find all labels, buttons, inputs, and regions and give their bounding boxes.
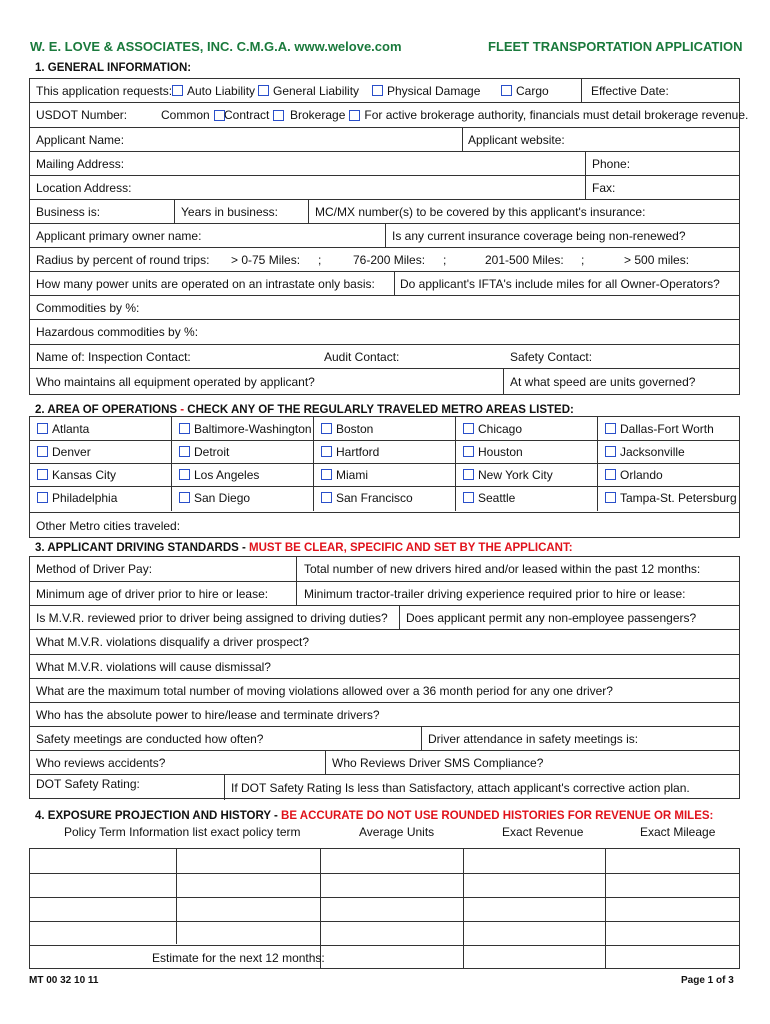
metro-checkbox[interactable] [605,492,616,503]
applicant-name-row [30,128,739,152]
business-is-field[interactable]: Business is: [36,204,101,219]
inspection-contact-field[interactable]: Name of: Inspection Contact: [36,349,191,364]
min-age-row [30,582,739,606]
metro-label: Seattle [478,490,516,505]
estimate-row [30,946,739,970]
auto-liability-label: Auto Liability [187,83,256,98]
ifta-field[interactable]: Do applicant's IFTA's include miles for all Owner-Operators? [400,276,720,291]
history-row[interactable] [30,849,739,874]
exposure-history-table [29,848,740,969]
metro-label: San Francisco [336,490,413,505]
method-of-pay-field[interactable]: Method of Driver Pay: [36,562,153,576]
metro-label: Miami [336,467,368,482]
radius-label: Radius by percent of round trips: [36,252,210,267]
speed-governed-field[interactable]: At what speed are units governed? [510,374,696,389]
new-drivers-field[interactable]: Total number of new drivers hired and/or leased within the past 12 months: [304,562,701,576]
metro-checkbox[interactable] [605,423,616,434]
safety-meetings-field[interactable]: Safety meetings are conducted how often? [36,731,264,746]
metro-option-atlanta[interactable] [37,417,89,440]
non-renewed-field[interactable]: Is any current insurance coverage being non-renewed? [392,228,686,243]
metro-option-philadelphia[interactable] [37,486,117,509]
general-information-table [29,78,749,395]
safety-contact-field[interactable]: Safety Contact: [510,349,593,364]
metro-checkbox[interactable] [179,469,190,480]
area-of-operations-table [29,416,740,538]
other-metro-field[interactable]: Other Metro cities traveled: [36,518,181,533]
metro-label: Chicago [478,421,523,436]
audit-contact-field[interactable]: Audit Contact: [324,349,400,364]
section-2-title-instruction: CHECK ANY OF THE REGULARLY TRAVELED METRO AREAS LISTED: [187,404,574,416]
metro-checkbox[interactable] [463,423,474,434]
dot-rating-row [30,775,739,800]
mcmx-field[interactable]: MC/MX number(s) to be covered by this applicant's insurance: [315,204,646,219]
metro-option-detroit[interactable] [179,440,229,463]
usdot-row [30,103,749,128]
section-1-title: 1. GENERAL INFORMATION: [35,62,192,74]
metro-option-new-york-city[interactable] [463,463,553,486]
location-row [30,176,739,200]
metro-option-kansas-city[interactable] [37,463,116,486]
mvr-disqualify-row [30,630,739,655]
contract-label: Contract [224,108,270,122]
section-3-title-instruction: MUST BE CLEAR, SPECIFIC AND SET BY THE APPLICANT: [249,542,573,554]
driving-standards-table [29,556,740,799]
metro-checkbox[interactable] [179,446,190,457]
hazardous-field[interactable]: Hazardous commodities by %: [36,325,199,339]
commodities-row [30,296,739,320]
auto-liability-checkbox[interactable] [172,85,183,96]
metro-checkbox[interactable] [321,423,332,434]
metro-label: Atlanta [52,421,90,436]
metro-checkbox[interactable] [179,492,190,503]
radius-row [30,248,739,272]
section-2-title [35,404,574,416]
metro-checkbox[interactable] [463,492,474,503]
col-policy-term-header: Policy Term Information list exact policy term [64,825,301,839]
driver-pay-row [30,557,739,582]
mvr-dismissal-row [30,655,739,679]
maintains-field[interactable]: Who maintains all equipment operated by applicant? [36,374,315,389]
requests-row [30,79,739,103]
maintains-row [30,369,739,394]
form-number: MT 00 32 10 11 [29,975,99,986]
form-title: FLEET TRANSPORTATION APPLICATION [488,39,743,54]
cargo-checkbox[interactable] [501,85,512,96]
metro-checkbox[interactable] [37,469,48,480]
radius-separator-1: ; [318,252,322,267]
dot-rating-field[interactable]: DOT Safety Rating: [36,777,140,791]
metro-option-seattle[interactable] [463,486,515,509]
metro-checkbox[interactable] [463,469,474,480]
fax-field[interactable]: Fax: [592,180,616,195]
metro-label: Orlando [620,467,663,482]
metro-label: Detroit [194,444,230,459]
general-liability-checkbox[interactable] [258,85,269,96]
metro-checkbox[interactable] [321,469,332,480]
metro-option-jacksonville[interactable] [605,440,685,463]
metro-option-orlando[interactable] [605,463,663,486]
section-2-title-dash: - [177,404,188,416]
metro-option-san-francisco[interactable] [321,486,413,509]
metro-label: Tampa-St. Petersburg [620,490,737,505]
metro-option-tampa-st-petersburg[interactable] [605,486,737,509]
radius-201-500-field[interactable]: 201-500 Miles: [485,252,564,267]
col-average-units-header: Average Units [359,825,435,839]
metro-option-hartford[interactable] [321,440,379,463]
history-row[interactable] [30,898,739,922]
physical-damage-checkbox[interactable] [372,85,383,96]
mvr-reviewed-row [30,606,739,630]
common-option[interactable] [161,103,229,127]
brokerage-checkbox[interactable] [349,110,360,121]
metro-option-boston[interactable] [321,417,373,440]
requests-label: This application requests: [36,83,173,98]
dot-rating-note: If DOT Safety Rating Is less than Satisfactory, attach applicant's corrective action plan. [231,780,690,795]
general-liability-label: General Liability [273,83,360,98]
section-2-title-main: 2. AREA OF OPERATIONS [35,404,178,416]
col-exact-revenue-header: Exact Revenue [502,825,584,839]
radius-500-plus-field[interactable]: > 500 miles: [624,252,690,267]
metro-option-dallas-fort-worth[interactable] [605,417,714,440]
max-violations-field[interactable]: What are the maximum total number of moving violations allowed over a 36 month period for any one driver? [36,683,613,698]
estimate-label: Estimate for the next 12 months: [152,951,325,965]
safety-meetings-row [30,727,739,751]
brokerage-option[interactable] [290,103,748,127]
max-violations-row [30,679,739,703]
absolute-power-row [30,703,739,727]
applicant-website-field[interactable]: Applicant website: [468,132,565,147]
physical-damage-option[interactable] [372,79,480,102]
company-name: W. E. LOVE & ASSOCIATES, INC. C.M.G.A. www.welove.com [30,39,402,54]
metro-option-chicago[interactable] [463,417,522,440]
owner-row [30,224,739,248]
metro-option-los-angeles[interactable] [179,463,259,486]
common-label: Common [161,108,210,122]
radius-76-200-field[interactable]: 76-200 Miles: [353,252,426,267]
applicant-name-field[interactable]: Applicant Name: [36,132,125,147]
contacts-row [30,345,739,369]
primary-owner-field[interactable]: Applicant primary owner name: [36,228,202,243]
mailing-row [30,152,739,176]
absolute-power-field[interactable]: Who has the absolute power to hire/lease and terminate drivers? [36,707,380,722]
metro-checkbox[interactable] [179,423,190,434]
metro-label: Denver [52,444,91,459]
section-3-title-main: 3. APPLICANT DRIVING STANDARDS - [35,542,250,554]
brokerage-label: Brokerage [290,108,346,122]
passengers-field[interactable]: Does applicant permit any non-employee passengers? [406,610,697,625]
metro-checkbox[interactable] [37,423,48,434]
metro-checkbox[interactable] [321,446,332,457]
metro-label: San Diego [194,490,251,505]
section-4-title [35,810,713,822]
metro-label: New York City [478,467,553,482]
min-age-field[interactable]: Minimum age of driver prior to hire or lease: [36,586,269,601]
metro-checkbox[interactable] [463,446,474,457]
metro-option-miami[interactable] [321,463,368,486]
auto-liability-option[interactable] [172,79,255,102]
business-row [30,200,739,224]
intrastate-field[interactable]: How many power units are operated on an intrastate only basis: [36,276,375,291]
contract-option[interactable] [224,103,288,127]
metro-option-baltimore-washington[interactable] [179,417,312,440]
col-exact-mileage-header: Exact Mileage [640,825,716,839]
metro-checkbox[interactable] [605,469,616,480]
contract-checkbox[interactable] [273,110,284,121]
brokerage-note: For active brokerage authority, financials must detail brokerage revenue. [364,108,749,122]
page-number: Page 1 of 3 [681,975,734,986]
sms-compliance-field[interactable]: Who Reviews Driver SMS Compliance? [332,755,544,770]
radius-separator-2: ; [443,252,447,267]
metro-checkbox[interactable] [37,446,48,457]
section-4-title-main: 4. EXPOSURE PROJECTION AND HISTORY - [35,810,282,822]
radius-0-75-field[interactable]: > 0-75 Miles: [231,252,301,267]
cargo-option[interactable] [501,79,549,102]
years-in-business-field[interactable]: Years in business: [181,204,278,219]
metro-label: Houston [478,444,523,459]
metro-label: Kansas City [52,467,117,482]
hazardous-row [30,320,739,345]
metro-checkbox[interactable] [37,492,48,503]
metro-label: Jacksonville [620,444,685,459]
mvr-disqualify-field[interactable]: What M.V.R. violations disqualify a driver prospect? [36,635,310,649]
metro-option-houston[interactable] [463,440,523,463]
mailing-address-field[interactable]: Mailing Address: [36,156,125,171]
metro-grid [30,417,739,512]
cargo-label: Cargo [516,83,549,98]
metro-label: Boston [336,421,374,436]
location-address-field[interactable]: Location Address: [36,180,132,195]
attendance-field[interactable]: Driver attendance in safety meetings is: [428,731,639,746]
radius-separator-3: ; [581,252,585,267]
section-4-title-instruction: BE ACCURATE DO NOT USE ROUNDED HISTORIES FOR REVENUE OR MILES: [281,810,714,822]
metro-label: Dallas-Fort Worth [620,421,714,436]
metro-checkbox[interactable] [321,492,332,503]
reviews-accidents-field[interactable]: Who reviews accidents? [36,755,166,770]
metro-option-denver[interactable] [37,440,91,463]
accidents-row [30,751,739,775]
min-experience-field[interactable]: Minimum tractor-trailer driving experience required prior to hire or lease: [304,586,686,601]
metro-label: Baltimore-Washington [194,421,312,436]
commodities-field[interactable]: Commodities by %: [36,300,140,315]
usdot-field[interactable]: USDOT Number: [36,108,128,122]
effective-date-field[interactable]: Effective Date: [591,83,669,98]
section-3-title [35,542,573,554]
mvr-dismissal-field[interactable]: What M.V.R. violations will cause dismissal? [36,659,271,674]
physical-damage-label: Physical Damage [387,83,481,98]
metro-label: Los Angeles [194,467,260,482]
mvr-reviewed-field[interactable]: Is M.V.R. reviewed prior to driver being assigned to driving duties? [36,610,388,625]
intrastate-row [30,272,739,296]
metro-label: Philadelphia [52,490,118,505]
metro-label: Hartford [336,444,380,459]
phone-field[interactable]: Phone: [592,156,631,171]
general-liability-option[interactable] [258,79,359,102]
history-row[interactable] [30,922,739,946]
metro-option-san-diego[interactable] [179,486,250,509]
history-row[interactable] [30,874,739,898]
metro-checkbox[interactable] [605,446,616,457]
